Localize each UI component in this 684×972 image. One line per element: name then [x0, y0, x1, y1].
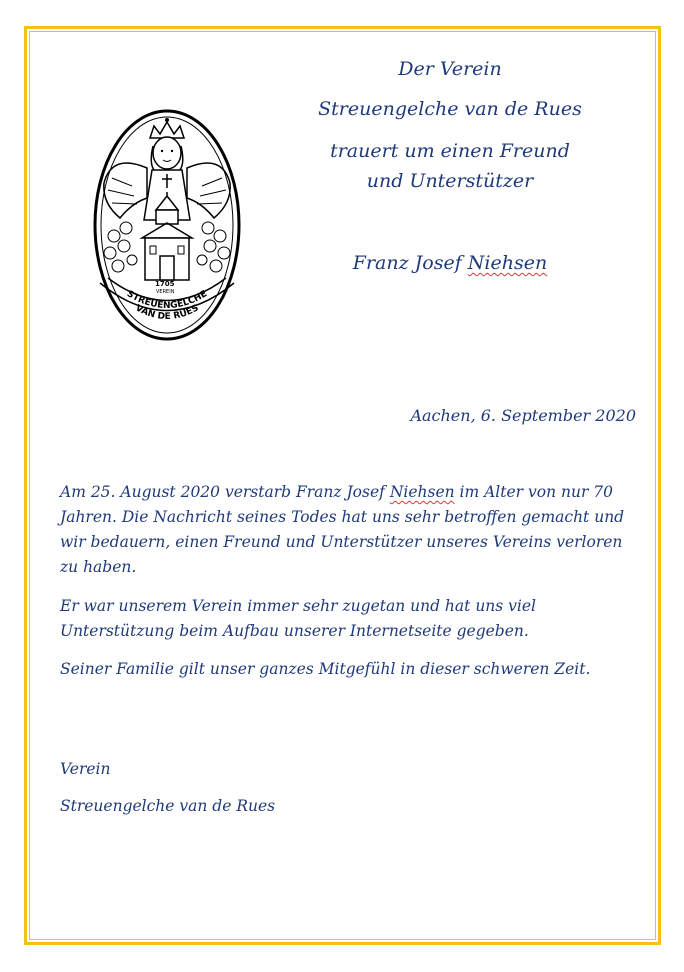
- body-paragraph-1: [60, 480, 640, 580]
- deceased-name-last: Niehsen: [467, 252, 548, 274]
- deceased-name: [280, 252, 620, 274]
- p1-name: Niehsen: [389, 483, 455, 501]
- deceased-name-first: Franz Josef: [352, 252, 462, 274]
- header-line-3: trauert um einen Freund: [330, 140, 570, 162]
- seal-text-bottom: VAN DE RUES: [133, 303, 201, 323]
- place-date-line: Aachen, 6. September 2020: [410, 406, 636, 425]
- verein-seal-logo: [92, 108, 242, 343]
- body-paragraph-3: Seiner Familie gilt unser ganzes Mitgefühl in dieser schweren Zeit.: [60, 660, 591, 678]
- signature-line-1: Verein: [60, 760, 111, 778]
- header-line-2: Streuengelche van de Rues: [318, 98, 582, 120]
- p1-start: Am 25. August 2020 verstarb Franz Josef: [60, 483, 390, 501]
- header-line-4: und Unterstützer: [366, 170, 534, 192]
- signature-line-2: Streuengelche van de Rues: [60, 797, 276, 815]
- seal-verein: VEREIN: [156, 289, 175, 295]
- body-paragraph-2: Er war unserem Verein immer sehr zugetan und hat uns viel Unterstützung beim Aufbau unserer Internetseite gegeben.: [60, 597, 537, 640]
- header-line-1: Der Verein: [398, 58, 502, 80]
- seal-text-top: STREUENGELCHE: [124, 289, 210, 312]
- seal-year: 1705: [155, 280, 175, 288]
- p1-end: im Alter von nur 70 Jahren. Die Nachricht seines Todes hat uns sehr betroffen gemacht und wir bedauern, einen Freund und Unterstützer unseres Vereins verloren zu haben.: [60, 483, 625, 576]
